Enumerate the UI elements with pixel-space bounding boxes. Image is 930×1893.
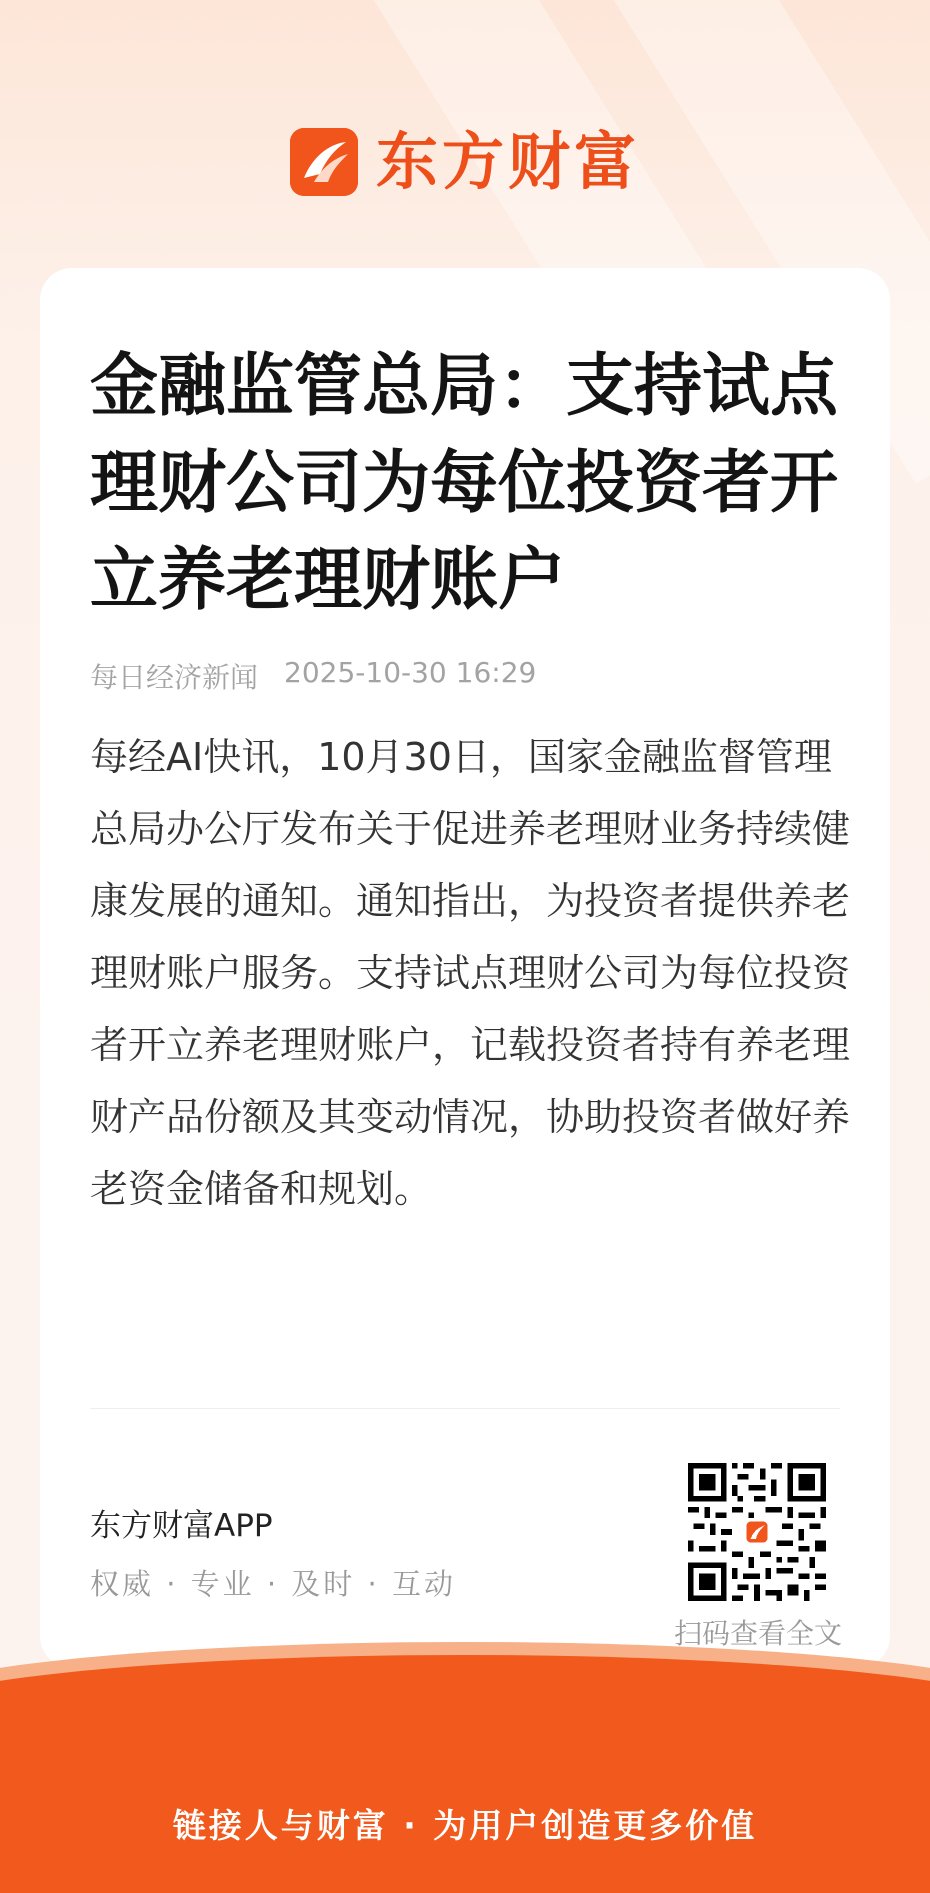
eastmoney-logo-icon [290,128,358,196]
article-source: 每日经济新闻 [90,661,259,694]
article-body: 每经AI快讯，10月30日，国家金融监督管理总局办公厅发布关于促进养老理财业务持续健康发展的通知。通知指出，为投资者提供养老理财账户服务。支持试点理财公司为每位投资者开立养老理财账户，记载投资者持有养老理财产品份额及其变动情况，协助投资者做好养老资金储备和规划。 [90,735,851,1211]
app-slogan: 权威 · 专业 · 及时 · 互动 [90,1567,456,1601]
footer-band [0,1700,930,1893]
brand-logo [0,125,930,198]
qr-code-icon[interactable] [688,1463,826,1601]
footer-tagline: 链接人与财富 · 为用户创造更多价值 [172,1806,758,1845]
brand-name: 东方财富 [375,125,640,198]
article-card [40,268,890,1668]
qr-caption: 扫码查看全文 [674,1617,843,1650]
divider [90,1408,840,1409]
article-title: 金融监管总局：支持试点理财公司为每位投资者开立养老理财账户 [90,346,839,620]
app-name: 东方财富APP [90,1508,273,1544]
article-datetime: 2025-10-30 16:29 [284,656,537,689]
article-meta [90,656,536,696]
